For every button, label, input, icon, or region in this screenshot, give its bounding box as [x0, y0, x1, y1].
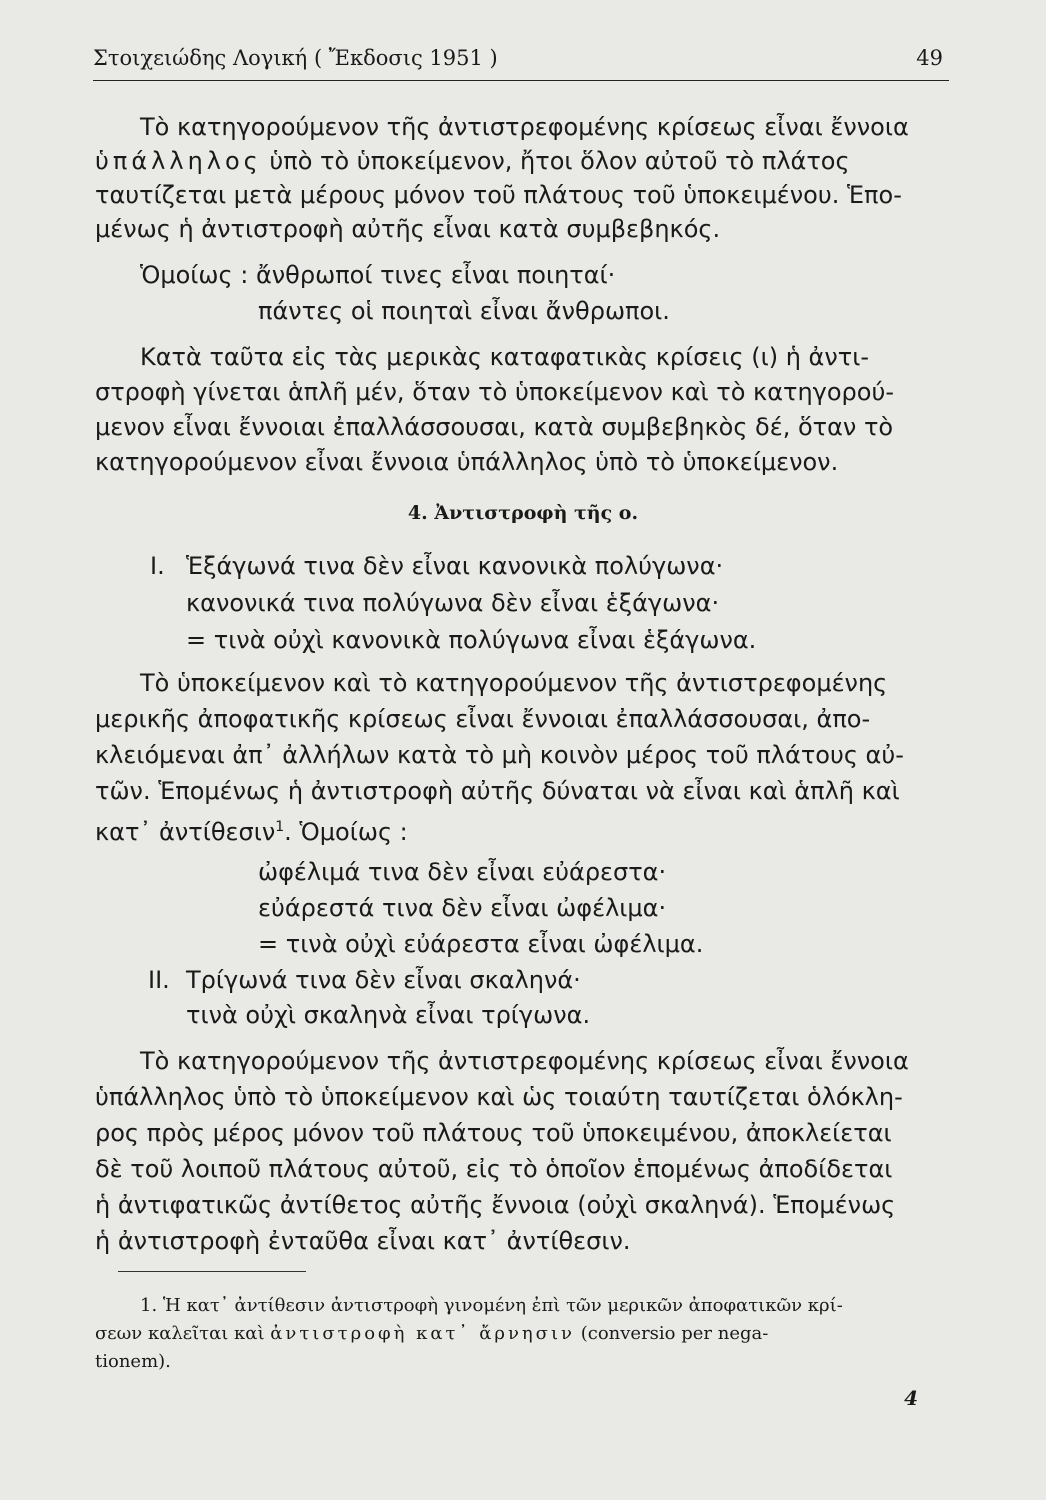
para4-line6: ἡ ἀντιστροφὴ ἐνταῦθα εἶναι κατ᾿ ἀντίθεσιν.	[95, 1227, 631, 1255]
footnote-line2-a: σεων καλεῖται καὶ	[95, 1323, 265, 1344]
para4-line4: δὲ τοῦ λοιποῦ πλάτους αὐτοῦ, εἰς τὸ ὁποῖον ἑπομένως ἀποδίδεται	[95, 1155, 893, 1183]
para4-line2: ὑπάλληλος ὑπὸ τὸ ὑποκείμενον καὶ ὡς τοιαύτη ταυτίζεται ὁλόκλη-	[95, 1083, 903, 1111]
example2-line3: = τινὰ οὐχὶ κανονικὰ πολύγωνα εἶναι ἑξάγωνα.	[186, 626, 757, 654]
para2-line4: κατηγορούμενον εἶναι ἔννοια ὑπάλληλος ὑπὸ τὸ ὑποκείμενον.	[95, 448, 839, 476]
footnote-line1: 1. Ἡ κατ᾿ ἀντίθεσιν ἀντιστροφὴ γινομένη ἐπὶ τῶν μερικῶν ἀποφατικῶν κρί-	[140, 1295, 843, 1316]
para3-line4: τῶν. Ἑπομένως ἡ ἀντιστροφὴ αὐτῆς δύναται νὰ εἶναι καὶ ἁπλῆ καὶ	[95, 777, 900, 805]
example3-line2: εὐάρεστά τινα δὲν εἶναι ὠφέλιμα·	[258, 894, 667, 922]
para3-line5-b: . Ὁμοίως :	[284, 818, 408, 846]
running-title: Στοιχειώδης Λογική ( Ἔκδοσις 1951 )	[93, 46, 498, 70]
para1-line1: Τὸ κατηγορούμενον τῆς ἀντιστρεφομένης κρίσεως εἶναι ἔννοια	[140, 113, 909, 141]
page-number: 49	[916, 46, 943, 70]
footnote-divider	[118, 1271, 306, 1272]
para1-line2-rest: ὑπὸ τὸ ὑποκείμενον, ἤτοι ὅλον αὐτοῦ τὸ πλάτος	[269, 147, 850, 175]
section-heading: 4. Ἀντιστροφὴ τῆς ο.	[407, 502, 639, 524]
para2-line2: στροφὴ γίνεται ἁπλῆ μέν, ὅταν τὸ ὑποκείμενον καὶ τὸ κατηγορού-	[95, 378, 895, 406]
example1-line1: Ὁμοίως : ἄνθρωποί τινες εἶναι ποιηταί·	[140, 261, 616, 289]
footnote-ref: 1	[275, 819, 285, 835]
example2-line2: κανονικά τινα πολύγωνα δὲν εἶναι ἑξάγωνα·	[186, 589, 720, 617]
signature-mark: 4	[904, 1386, 918, 1410]
para3-line5	[95, 812, 408, 847]
example4-line2: τινὰ οὐχὶ σκαληνὰ εἶναι τρίγωνα.	[186, 1001, 591, 1029]
example2-label: I.	[150, 552, 165, 580]
footnote-line2	[95, 1321, 768, 1347]
running-header	[93, 44, 949, 81]
para1-line4: μένως ἡ ἀντιστροφὴ αὐτῆς εἶναι κατὰ συμβεβηκός.	[95, 215, 721, 243]
para1-emphasis: ὑπάλληλος	[95, 147, 262, 175]
footnote-line3: tionem).	[95, 1351, 171, 1372]
example4-line1: Τρίγωνά τινα δὲν εἶναι σκαληνά·	[186, 966, 581, 994]
example1-line2: πάντες οἱ ποιηταὶ εἶναι ἄνθρωποι.	[258, 297, 670, 325]
example3-line3: = τινὰ οὐχὶ εὐάρεστα εἶναι ὠφέλιμα.	[258, 930, 704, 958]
example2-line1: Ἑξάγωνά τινα δὲν εἶναι κανονικὰ πολύγωνα·	[186, 552, 724, 580]
para4-line3: ρος πρὸς μέρος μόνον τοῦ πλάτους τοῦ ὑποκειμένου, ἀποκλείεται	[95, 1119, 892, 1147]
example3-line1: ὠφέλιμά τινα δὲν εἶναι εὐάρεστα·	[258, 858, 667, 886]
para3-line5-a: κατ᾿ ἀντίθεσιν	[95, 818, 276, 846]
para2-line1: Κατὰ ταῦτα εἰς τὰς μερικὰς καταφατικὰς κρίσεις (ι) ἡ ἀντι-	[140, 343, 870, 371]
para4-line1: Τὸ κατηγορούμενον τῆς ἀντιστρεφομένης κρίσεως εἶναι ἔννοια	[140, 1047, 909, 1075]
para3-line1: Τὸ ὑποκείμενον καὶ τὸ κατηγορούμενον τῆς ἀντιστρεφομένης	[140, 669, 888, 697]
para4-line5: ἡ ἀντιφατικῶς ἀντίθετος αὐτῆς ἔννοια (οὐχὶ σκαληνά). Ἑπομένως	[95, 1191, 896, 1219]
example4-label: II.	[148, 966, 170, 994]
footnote-emphasis: ἀντιστροφὴ κατ᾿ ἄρνησιν	[270, 1323, 575, 1344]
para3-line3: κλειόμεναι ἀπ᾿ ἀλλήλων κατὰ τὸ μὴ κοινὸν μέρος τοῦ πλάτους αὐ-	[95, 741, 904, 769]
para1-line3: ταυτίζεται μετὰ μέρους μόνον τοῦ πλάτους τοῦ ὑποκειμένου. Ἑπο-	[95, 181, 902, 209]
para3-line2: μερικῆς ἀποφατικῆς κρίσεως εἶναι ἔννοιαι ἐπαλλάσσουσαι, ἀπο-	[95, 705, 871, 733]
footnote-line2-b: (conversio per nega-	[580, 1323, 769, 1344]
para2-line3: μενον εἶναι ἔννοιαι ἐπαλλάσσουσαι, κατὰ συμβεβηκὸς δέ, ὅταν τὸ	[95, 413, 894, 441]
para1-line2	[95, 146, 850, 176]
